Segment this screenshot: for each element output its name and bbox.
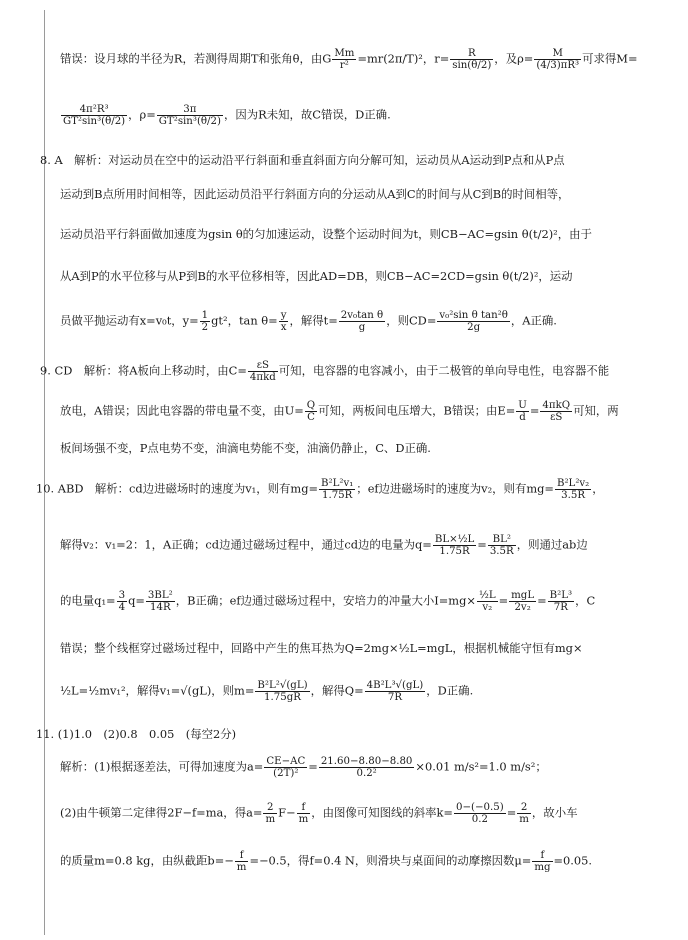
q11-line-1: 11. (1)1.0 (2)0.8 0.05 (每空2分): [36, 727, 237, 741]
text: ，解得Q=: [310, 683, 364, 698]
fraction: [61, 104, 127, 127]
numerator: f: [532, 850, 552, 862]
numerator: 3: [118, 590, 126, 601]
numerator: 1: [201, 310, 209, 321]
text: 可知，两: [573, 403, 619, 418]
text: ；ef边进磁场时的速度为v₂，则有mg=: [356, 481, 554, 496]
fraction: [433, 534, 476, 557]
fraction: [548, 590, 574, 613]
numerator: 21.60−8.80−8.80: [320, 756, 413, 767]
fraction: [517, 802, 531, 825]
numerator: 2: [263, 802, 277, 814]
q9-line-2: [60, 400, 619, 423]
fraction: [263, 802, 277, 825]
text: =: [477, 537, 487, 552]
fraction: [255, 680, 309, 703]
denominator: m: [236, 862, 247, 873]
denominator: 4πkd: [249, 372, 276, 383]
numerator: f: [235, 850, 249, 862]
fraction: [516, 400, 529, 423]
denominator: g: [358, 322, 366, 333]
fraction: [279, 310, 289, 333]
fraction: [365, 680, 426, 703]
denominator: x: [280, 322, 287, 333]
fraction: [264, 756, 307, 779]
text: ，C: [575, 593, 596, 608]
q8-line-4: 从A到P的水平位移与从P到B的水平位移相等，因此AD=DB，则CB−AC=2CD=gsin θ(t/2)²，运动: [60, 269, 573, 283]
text: =: [506, 805, 517, 820]
numerator: f: [297, 802, 311, 814]
text: =: [529, 403, 540, 418]
text: ，解得t=: [289, 313, 338, 328]
fraction: [297, 802, 311, 825]
fraction: [509, 590, 536, 613]
denominator: 1.75R: [321, 490, 353, 501]
denominator: m: [519, 814, 529, 825]
text: ，A正确.: [510, 313, 557, 328]
continuation-line-1: [60, 48, 638, 71]
fraction: [488, 534, 516, 557]
numerator: 3π: [157, 104, 223, 116]
text: 的质量m=0.8 kg，由纵截距b=−: [60, 853, 234, 868]
fraction: [200, 310, 210, 333]
q10-line-5: [60, 680, 473, 703]
denominator: 0.2²: [356, 768, 377, 779]
numerator: v₀²sin θ tan²θ: [439, 310, 508, 321]
fraction: [248, 360, 278, 383]
text: 员做平抛运动有x=v₀t，y=: [60, 313, 199, 328]
numerator: 4B²L³√(gL): [366, 680, 424, 691]
q11-line-2: [60, 756, 547, 779]
text: 可求得M=: [582, 51, 638, 66]
fraction: [339, 310, 385, 333]
q8-line-1: 8. A 解析：对运动员在空中的运动沿平行斜面和垂直斜面方向分解可知，运动员从A运动到P点和从P点: [40, 153, 565, 167]
denominator: (4/3)πR³: [536, 60, 580, 71]
numerator: R: [450, 48, 493, 60]
text: 错误：设月球的半径为R，若测得周期T和张角θ，由G: [60, 51, 332, 66]
numerator: 4π²R³: [61, 104, 127, 116]
text: (2π/T)²: [383, 51, 423, 66]
fraction: [319, 756, 415, 779]
denominator: r²: [339, 60, 349, 71]
q11-line-4: [60, 850, 592, 873]
text: F−: [278, 805, 296, 820]
denominator: 14R: [150, 602, 171, 613]
denominator: 1.75gR: [264, 692, 301, 703]
text: ，则通过ab边: [516, 537, 588, 552]
numerator: M: [534, 48, 581, 60]
text: 放电，A错误；因此电容器的带电量不变，由U=: [60, 403, 304, 418]
numerator: BL×½L: [434, 534, 475, 545]
fraction: [157, 104, 223, 127]
fraction: [450, 48, 493, 71]
text: 可知，两板间电压增大，B错误；由E=: [318, 403, 516, 418]
text: ，: [592, 481, 604, 496]
text: (2)由牛顿第二定律得2F−f=ma，得a=: [60, 805, 263, 820]
text: =−0.5，得f=0.4 N，则滑块与桌面间的动摩擦因数μ=: [249, 853, 532, 868]
q8-line-2: 运动到B点所用时间相等，因此运动员沿平行斜面方向的分运动从A到C的时间与从C到B的时间相等，: [60, 187, 570, 201]
denominator: 7R: [553, 602, 568, 613]
q10-line-2: [60, 534, 588, 557]
numerator: B²L³: [549, 590, 573, 601]
text: =: [308, 759, 318, 774]
numerator: εS: [248, 360, 278, 372]
q8-line-3: 运动员沿平行斜面做加速度为gsin θ的匀加速运动，设整个运动时间为t，则CB−AC=gsin θ(t/2)²，由于: [60, 227, 592, 241]
numerator: B²L²v₁: [321, 478, 354, 489]
numerator: U: [518, 400, 527, 411]
denominator: εS: [550, 412, 563, 423]
numerator: Q: [306, 400, 316, 411]
numerator: 2: [517, 802, 531, 814]
denominator: 2: [201, 322, 209, 333]
numerator: B²L²v₂: [556, 478, 590, 489]
text: =0.05.: [553, 853, 593, 868]
numerator: 0−(−0.5): [455, 802, 504, 813]
numerator: 3BL²: [147, 590, 173, 601]
denominator: C: [307, 412, 315, 423]
denominator: 7R: [387, 692, 403, 703]
text: ，及ρ=: [494, 51, 534, 66]
fraction: [437, 310, 510, 333]
numerator: ½L: [478, 590, 496, 601]
denominator: 3.5R: [489, 546, 514, 557]
denominator: (2T)²: [273, 768, 299, 779]
text: 9. CD 解析：将A板向上移动时，由C=: [40, 363, 247, 378]
fraction: [146, 590, 175, 613]
q9-line-3: 板间场强不变，P点电势不变，油滴电势能不变，油滴仍静止，C、D正确.: [60, 441, 431, 455]
numerator: mgL: [511, 590, 535, 601]
fraction: [117, 590, 127, 613]
text: =: [537, 593, 547, 608]
text: ，故小车: [531, 805, 578, 820]
numerator: B²L²√(gL): [257, 680, 308, 691]
fraction: [477, 590, 498, 613]
text: q=: [128, 593, 145, 608]
denominator: GT²sin³(θ/2): [158, 116, 221, 127]
text: 解析：(1)根据逐差法，可得加速度为a=: [60, 759, 264, 774]
continuation-line-2: [60, 104, 391, 127]
text: =mr: [357, 51, 384, 66]
denominator: sin(θ/2): [452, 60, 492, 71]
text: 解得v₂：v₁=2：1，A正确；cd边通过磁场过程中，通过cd边的电量为q=: [60, 537, 432, 552]
q10-line-1: [36, 478, 604, 501]
denominator: 4: [118, 602, 126, 613]
page-margin-rule: [44, 10, 45, 935]
denominator: 0.2: [471, 814, 488, 825]
fraction: [332, 48, 356, 71]
numerator: 2v₀tan θ: [340, 310, 384, 321]
denominator: d: [519, 412, 526, 423]
q10-line-4: 错误；整个线框穿过磁场过程中，回路中产生的焦耳热为Q=2mg×½L=mgL，根据机械能守恒有mg×: [60, 641, 583, 655]
text: ×0.01 m/s²=1.0 m/s²；: [415, 759, 547, 774]
q8-line-5: [60, 310, 557, 333]
denominator: 1.75R: [439, 546, 470, 557]
fraction: [235, 850, 249, 873]
text: ，D正确.: [426, 683, 474, 698]
fraction: [534, 48, 581, 71]
numerator: CE−AC: [266, 756, 306, 767]
denominator: 3.5R: [561, 490, 586, 501]
fraction: [454, 802, 506, 825]
fraction: [319, 478, 355, 501]
numerator: BL²: [488, 534, 516, 546]
q9-line-1: [40, 360, 609, 383]
denominator: m: [265, 814, 276, 825]
numerator: Mm: [334, 48, 355, 59]
text: 的电量q₁=: [60, 593, 116, 608]
text: ，B正确；ef边通过磁场过程中，安培力的冲量大小I=mg×: [175, 593, 476, 608]
denominator: v₂: [482, 602, 493, 613]
denominator: 2v₂: [514, 602, 531, 613]
denominator: GT²sin³(θ/2): [63, 116, 126, 127]
fraction: [555, 478, 591, 501]
denominator: 2g: [467, 322, 481, 333]
text: 10. ABD 解析：cd边进磁场时的速度为v₁，则有mg=: [36, 481, 319, 496]
text: ，由图像可知图线的斜率k=: [311, 805, 453, 820]
numerator: 4πkQ: [542, 400, 571, 411]
text: 可知，电容器的电容减小，由于二极管的单向导电性，电容器不能: [278, 363, 610, 378]
denominator: mg: [534, 862, 551, 873]
numerator: y: [280, 310, 287, 321]
text: ，则CD=: [386, 313, 437, 328]
text: =: [498, 593, 509, 608]
text: ½L=½mv₁²，解得v₁=√(gL)，则m=: [60, 683, 255, 698]
q11-line-3: [60, 802, 578, 825]
text: ，ρ=: [128, 107, 156, 122]
denominator: m: [298, 814, 309, 825]
text: ，r=: [422, 51, 450, 66]
text: gt²，tan θ=: [211, 313, 278, 328]
fraction: [532, 850, 552, 873]
text: ，因为R未知，故C错误，D正确.: [223, 107, 391, 122]
fraction: [305, 400, 317, 423]
q10-line-3: [60, 590, 595, 613]
fraction: [540, 400, 572, 423]
